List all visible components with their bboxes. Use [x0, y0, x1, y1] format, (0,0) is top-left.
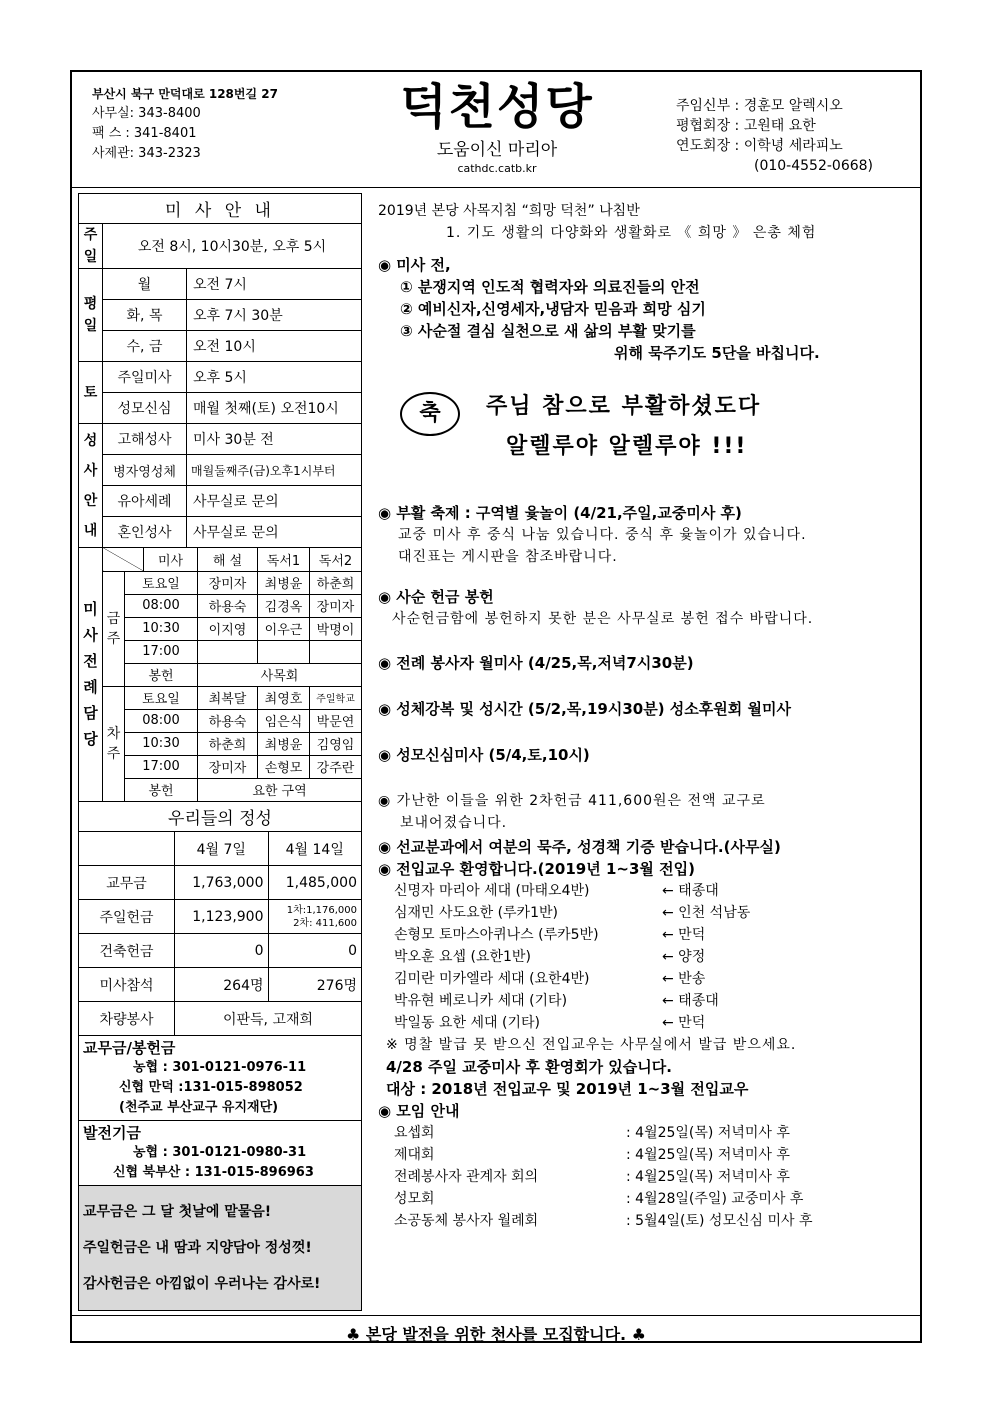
- saturday-time: 오후 5시: [187, 362, 362, 393]
- roster-cell: 손형모: [258, 755, 310, 778]
- finance-label: 미사참석: [79, 968, 175, 1002]
- roster-cell: 이지영: [198, 617, 258, 640]
- meeting-name: 소공동체 봉사자 월례회: [394, 1213, 539, 1229]
- fax-number: 팩 스 : 341-8401: [92, 126, 197, 141]
- mass-heading: 미 사 안 내: [79, 194, 362, 224]
- roster-cell: 임은식: [258, 709, 310, 732]
- sunday-times: 오전 8시, 10시30분, 오후 5시: [103, 224, 362, 269]
- finance-value: 0: [175, 934, 269, 968]
- roster-corner: [103, 548, 144, 571]
- fund-account: 신협 북부산 : 131-015-896963: [113, 1165, 314, 1180]
- tithe-account: 농협 : 301-0121-0976-11: [133, 1060, 307, 1075]
- finance-label: 교무금: [79, 866, 175, 900]
- roster-cell: 하춘희: [198, 732, 258, 755]
- saturday-label: 토: [79, 362, 103, 424]
- tithe-accounts: [78, 1036, 362, 1121]
- meeting-time: : 5월4일(토) 성모신심 미사 후: [626, 1213, 813, 1229]
- finance-value: 0: [268, 934, 362, 968]
- patron-name: 도움이신 마리아: [436, 140, 558, 160]
- newcomer-name: 신명자 마리아 세대 (마태오4반): [394, 883, 590, 899]
- volunteer-label: 차량봉사: [79, 1002, 175, 1036]
- intention: ① 분쟁지역 인도적 협력자와 의료진들의 안전: [400, 278, 700, 296]
- newcomer-name: 김미란 미카엘라 세대 (요한4반): [394, 971, 590, 987]
- liturgy-roster-table: [78, 548, 362, 802]
- roster-cell: 17:00: [125, 755, 198, 778]
- header-divider: [72, 187, 920, 188]
- website-url: cathdc.catb.kr: [457, 162, 537, 175]
- second-collection: 2차: 411,600: [293, 917, 357, 929]
- footer-banner: ♣ 본당 발전을 위한 천사를 모집합니다. ♣: [72, 1315, 920, 1345]
- roster-cell: 17:00: [125, 640, 198, 663]
- newcomer-name: 손형모 토마스아퀴나스 (루카5반): [394, 927, 599, 943]
- finance-heading: 우리들의 정성: [79, 802, 362, 832]
- weekday-day: 수, 금: [103, 331, 187, 362]
- slogan-box: [78, 1186, 362, 1311]
- legion-phone: (010-4552-0668): [754, 158, 874, 174]
- offering-group: 요한 구역: [198, 778, 362, 801]
- notices-column: [378, 200, 918, 1232]
- saturday-type: 성모신심: [103, 393, 187, 424]
- finance-split-value: [268, 900, 362, 934]
- celebration-badge-icon: 축: [400, 392, 460, 436]
- notice-body: 대진표는 게시판을 참조바랍니다.: [398, 549, 618, 565]
- roster-cell: [258, 640, 310, 663]
- roster-cell: 10:30: [125, 732, 198, 755]
- notice-title: ◉ 성모신심미사 (5/4,토,10시): [378, 746, 590, 764]
- roster-col-header: 독서1: [258, 548, 310, 571]
- newcomer-row: [394, 968, 918, 990]
- slogan: 주일헌금은 내 땀과 지양담아 정성껏!: [83, 1240, 312, 1256]
- newcomer-row: [394, 1012, 918, 1034]
- saturday-type: 주일미사: [103, 362, 187, 393]
- slogan: 감사헌금은 아낌없이 우러나는 감사로!: [83, 1276, 321, 1292]
- weekday-time: 오전 7시: [187, 269, 362, 300]
- roster-cell: [198, 640, 258, 663]
- bulletin-frame: [70, 70, 922, 1343]
- roster-cell: 김경옥: [258, 594, 310, 617]
- newcomer-from: ← 인천 석남동: [662, 905, 751, 921]
- newcomer-row: [394, 902, 918, 924]
- newcomer-from: ← 태종대: [662, 883, 719, 899]
- newcomer-from: ← 양정: [662, 949, 706, 965]
- notice-title: ◉ 모임 안내: [378, 1102, 460, 1120]
- mass-intention-heading: ◉ 미사 전,: [378, 256, 451, 274]
- sacrament-info: 사무실로 문의: [187, 486, 362, 517]
- meeting-name: 제대회: [394, 1147, 435, 1163]
- offering-group: 사목회: [198, 663, 362, 686]
- weekday-day: 화, 목: [103, 300, 187, 331]
- offering-label: 봉헌: [125, 778, 198, 801]
- roster-cell: 이우근: [258, 617, 310, 640]
- slogan: 교무금은 그 달 첫날에 맡물음!: [83, 1204, 272, 1220]
- roster-cell: 박명이: [310, 617, 362, 640]
- notice-title: ◉ 전례 봉사자 월미사 (4/25,목,저녁7시30분): [378, 654, 694, 672]
- roster-cell: 하춘희: [310, 571, 362, 594]
- finance-date: 4월 14일: [268, 832, 362, 866]
- tithe-title: 교무금/봉헌금: [83, 1039, 176, 1057]
- notice-title: ◉ 전입교우 환영합니다.(2019년 1~3월 전입): [378, 860, 695, 878]
- office-phone: 사무실: 343-8400: [92, 106, 201, 121]
- mass-schedule-table: [78, 193, 362, 548]
- meeting-row: [394, 1144, 918, 1166]
- next-week-label: 차주: [103, 686, 125, 801]
- newcomer-from: ← 만덕: [662, 927, 706, 943]
- sacrament-info: 매월둘째주(금)오후1시부터: [187, 455, 362, 486]
- roster-col-header: 해 설: [198, 548, 258, 571]
- newcomer-name: 박오훈 요셉 (요한1반): [394, 949, 531, 965]
- roster-cell: 하용숙: [198, 709, 258, 732]
- meeting-row: [394, 1166, 918, 1188]
- intention: ③ 사순절 결심 실천으로 새 삶의 부활 맞기를: [400, 322, 696, 340]
- tithe-account: (천주교 부산교구 유지재단): [119, 1100, 279, 1115]
- roster-label: 미사전례담당: [79, 548, 103, 801]
- roster-cell: 주일학교: [310, 686, 362, 709]
- finance-table: [78, 802, 362, 1037]
- intention: ② 예비신자,신영세자,냉담자 믿음과 희망 심기: [400, 300, 706, 318]
- newcomer-from: ← 반송: [662, 971, 706, 987]
- roster-cell: 장미자: [198, 755, 258, 778]
- roster-cell: 김영임: [310, 732, 362, 755]
- finance-value: 1,763,000: [175, 866, 269, 900]
- notice-body: ◉ 가난한 이들을 위한 2차헌금 411,600원은 전액 교구로: [378, 793, 766, 809]
- notice-title: ◉ 성체강복 및 성시간 (5/2,목,19시30분) 성소후원회 월미사: [378, 700, 791, 718]
- sacrament-info: 사무실로 문의: [187, 517, 362, 548]
- roster-cell: [310, 640, 362, 663]
- newcomer-row: [394, 924, 918, 946]
- sacrament-name: 혼인성사: [103, 517, 187, 548]
- weekday-time: 오전 10시: [187, 331, 362, 362]
- sunday-label: 주일: [79, 224, 103, 269]
- left-column: [78, 193, 362, 1311]
- meeting-row: [394, 1122, 918, 1144]
- newcomer-from: ← 태종대: [662, 993, 719, 1009]
- finance-corner: [79, 832, 175, 866]
- finance-value: 1,123,900: [175, 900, 269, 934]
- meeting-time: : 4월25일(목) 저녁미사 후: [626, 1147, 790, 1163]
- address: 부산시 북구 만덕대로 128번길 27: [92, 87, 278, 101]
- finance-value: 264명: [175, 968, 269, 1002]
- newcomer-name: 박일동 요한 세대 (기타): [394, 1015, 540, 1031]
- sacrament-name: 고해성사: [103, 424, 187, 455]
- contact-block: [92, 84, 278, 164]
- roster-cell: 토요일: [125, 686, 198, 709]
- finance-label: 주일헌금: [79, 900, 175, 934]
- finance-value: 1,485,000: [268, 866, 362, 900]
- pastor: 주임신부 : 경훈모 알렉시오: [676, 98, 843, 114]
- notice-title: ◉ 부활 축제 : 구역별 윷놀이 (4/21,주일,교중미사 후): [378, 504, 742, 522]
- newcomer-list: [378, 880, 918, 1034]
- roster-cell: 토요일: [125, 571, 198, 594]
- roster-cell: 10:30: [125, 617, 198, 640]
- fund-account: 농협 : 301-0121-0980-31: [133, 1145, 307, 1160]
- rectory-phone: 사제관: 343-2323: [92, 146, 201, 161]
- newcomer-name: 박유현 베로니카 세대 (기타): [394, 993, 568, 1009]
- page-title: 덕천성당: [400, 79, 594, 135]
- roster-col-header: 미사: [144, 548, 198, 571]
- this-week-label: 금주: [103, 571, 125, 686]
- newcomer-from: ← 만덕: [662, 1015, 706, 1031]
- rosary-note: 위해 묵주기도 5단을 바칩니다.: [614, 344, 820, 362]
- fund-title: 발전기금: [83, 1124, 141, 1142]
- sacrament-name: 유아세례: [103, 486, 187, 517]
- volunteer-names: 이판득, 고재희: [175, 1002, 362, 1036]
- tithe-account: 신협 만덕 :131-015-898052: [119, 1080, 303, 1095]
- roster-cell: 박문연: [310, 709, 362, 732]
- weekday-time: 오후 7시 30분: [187, 300, 362, 331]
- easter-greeting: [378, 384, 918, 494]
- meeting-list: [378, 1122, 918, 1232]
- first-collection: 1차:1,176,000: [286, 904, 357, 916]
- notice-title: ◉ 선교분과에서 여분의 묵주, 성경책 기증 받습니다.(사무실): [378, 838, 781, 856]
- newcomer-row: [394, 946, 918, 968]
- newcomer-row: [394, 880, 918, 902]
- notice-body: 사순헌금함에 봉헌하지 못한 분은 사무실로 봉헌 접수 바랍니다.: [392, 611, 814, 627]
- roster-cell: 최복달: [198, 686, 258, 709]
- sacrament-name: 병자영성체: [103, 455, 187, 486]
- pastoral-guideline: 2019년 본당 사목지침 “희망 덕천” 나침반: [378, 203, 640, 219]
- roster-cell: 강주란: [310, 755, 362, 778]
- meeting-row: [394, 1210, 918, 1232]
- meeting-name: 전례봉사자 관계자 회의: [394, 1169, 539, 1185]
- legion-president: 연도회장 : 이학녕 세라피노: [676, 138, 843, 154]
- roster-cell: 장미자: [310, 594, 362, 617]
- sacrament-label: 성사안내: [79, 424, 103, 548]
- weekday-label: 평일: [79, 269, 103, 362]
- staff-block: [676, 96, 873, 176]
- roster-cell: 최영호: [258, 686, 310, 709]
- finance-date: 4월 7일: [175, 832, 269, 866]
- meeting-time: : 4월25일(목) 저녁미사 후: [626, 1169, 790, 1185]
- guideline-sub: 1. 기도 생활의 다양화와 생활화로 《 희망 》 은총 체험: [446, 225, 817, 241]
- saturday-time: 매월 첫째(토) 오전10시: [187, 393, 362, 424]
- fund-accounts: [78, 1121, 362, 1186]
- welcome-target: 대상 : 2018년 전입교우 및 2019년 1~3월 전입교우: [386, 1080, 749, 1098]
- roster-col-header: 독서2: [310, 548, 362, 571]
- roster-cell: 08:00: [125, 709, 198, 732]
- roster-cell: 최병윤: [258, 732, 310, 755]
- offering-label: 봉헌: [125, 663, 198, 686]
- notice-body: 보내어졌습니다.: [400, 815, 508, 831]
- notice-title: ◉ 사순 헌금 봉헌: [378, 588, 494, 606]
- easter-line: 알렐루야 알렐루야 !!!: [506, 434, 748, 459]
- easter-line: 주님 참으로 부활하셨도다: [486, 394, 762, 419]
- newcomer-row: [394, 990, 918, 1012]
- weekday-day: 월: [103, 269, 187, 300]
- finance-label: 건축헌금: [79, 934, 175, 968]
- meeting-row: [394, 1188, 918, 1210]
- title-block: [392, 76, 602, 176]
- finance-value: 276명: [268, 968, 362, 1002]
- meeting-name: 요셉회: [394, 1125, 435, 1141]
- sacrament-info: 미사 30분 전: [187, 424, 362, 455]
- council-president: 평협회장 : 고원태 요한: [676, 118, 816, 134]
- meeting-name: 성모회: [394, 1191, 435, 1207]
- welcome-party: 4/28 주일 교중미사 후 환영회가 있습니다.: [386, 1058, 672, 1076]
- meeting-time: : 4월25일(목) 저녁미사 후: [626, 1125, 790, 1141]
- roster-cell: 하용숙: [198, 594, 258, 617]
- roster-cell: 장미자: [198, 571, 258, 594]
- nametag-note: ※ 명찰 발급 못 받으신 전입교우는 사무실에서 발급 받으세요.: [386, 1037, 797, 1053]
- newcomer-name: 심재민 사도요한 (루카1반): [394, 905, 558, 921]
- notice-body: 교중 미사 후 중식 나눔 있습니다. 중식 후 윷놀이가 있습니다.: [398, 527, 807, 543]
- meeting-time: : 4월28일(주일) 교중미사 후: [626, 1191, 804, 1207]
- roster-cell: 최병윤: [258, 571, 310, 594]
- roster-cell: 08:00: [125, 594, 198, 617]
